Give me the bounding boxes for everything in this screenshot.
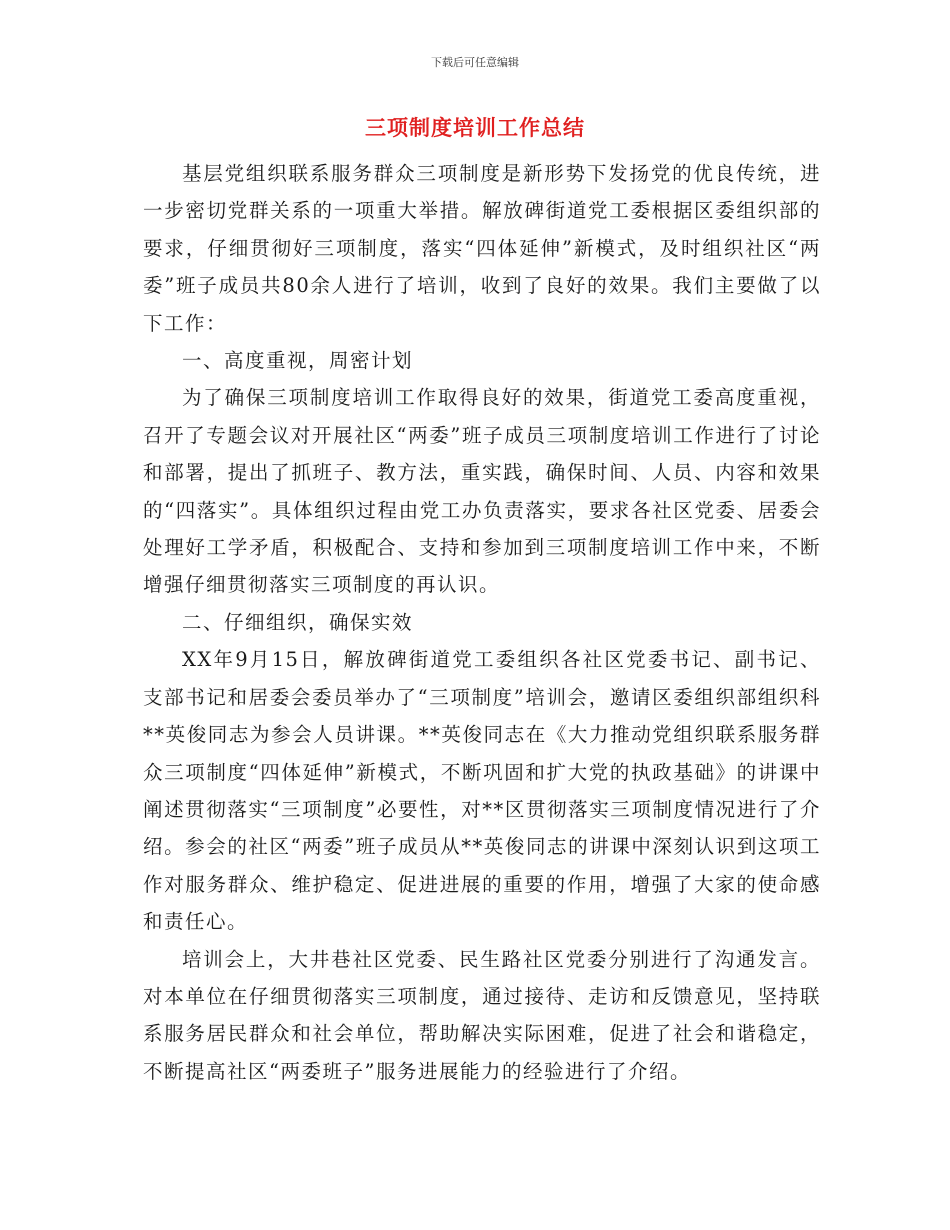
paragraph-section-2: XX年9月15日，解放碑街道党工委组织各社区党委书记、副书记、支部书记和居委会委员举办了“三项制度”培训会，邀请区委组织部组织科**英俊同志为参会人员讲课。**英俊同志在《大力推动党组织联系服务群众三项制度“四体延伸”新模式，不断巩固和扩大党的执政基础》的讲课中阐述贯彻落实“三项制度”必要性，对**区贯彻落实三项制度情况进行了介绍。参会的社区“两委”班子成员从**英俊同志的讲课中深刻认识到这项工作对服务群众、维护稳定、促进进展的重要的作用，增强了大家的使命感和责任心。 — [143, 648, 821, 934]
page-header-note: 下载后可任意编辑 — [431, 56, 519, 69]
paragraph-section-1: 为了确保三项制度培训工作取得良好的效果，街道党工委高度重视，召开了专题会议对开展社区“两委”班子成员三项制度培训工作进行了讨论和部署，提出了抓班子、教方法，重实践，确保时间、人员、内容和效果的“四落实”。具体组织过程由党工办负责落实，要求各社区党委、居委会处理好工学矛盾，积极配合、支持和参加到三项制度培训工作中来，不断增强仔细贯彻落实三项制度的再认识。 — [143, 386, 821, 597]
document-body — [143, 155, 821, 1090]
section-heading-2: 二、仔细组织，确保实效 — [182, 610, 414, 634]
section-heading-1: 一、高度重视，周密计划 — [182, 349, 414, 373]
document-title: 三项制度培训工作总结 — [365, 116, 585, 140]
paragraph-section-2-cont: 培训会上，大井巷社区党委、民生路社区党委分别进行了沟通发言。对本单位在仔细贯彻落实三项制度，通过接待、走访和反馈意见，坚持联系服务居民群众和社会单位，帮助解决实际困难，促进了社会和谐稳定，不断提高社区“两委班子”服务进展能力的经验进行了介绍。 — [143, 947, 821, 1083]
paragraph-intro: 基层党组织联系服务群众三项制度是新形势下发扬党的优良传统，进一步密切党群关系的一项重大举措。解放碑街道党工委根据区委组织部的要求，仔细贯彻好三项制度，落实“四体延伸”新模式，及时组织社区“两委”班子成员共80余人进行了培训，收到了良好的效果。我们主要做了以下工作： — [143, 162, 821, 335]
